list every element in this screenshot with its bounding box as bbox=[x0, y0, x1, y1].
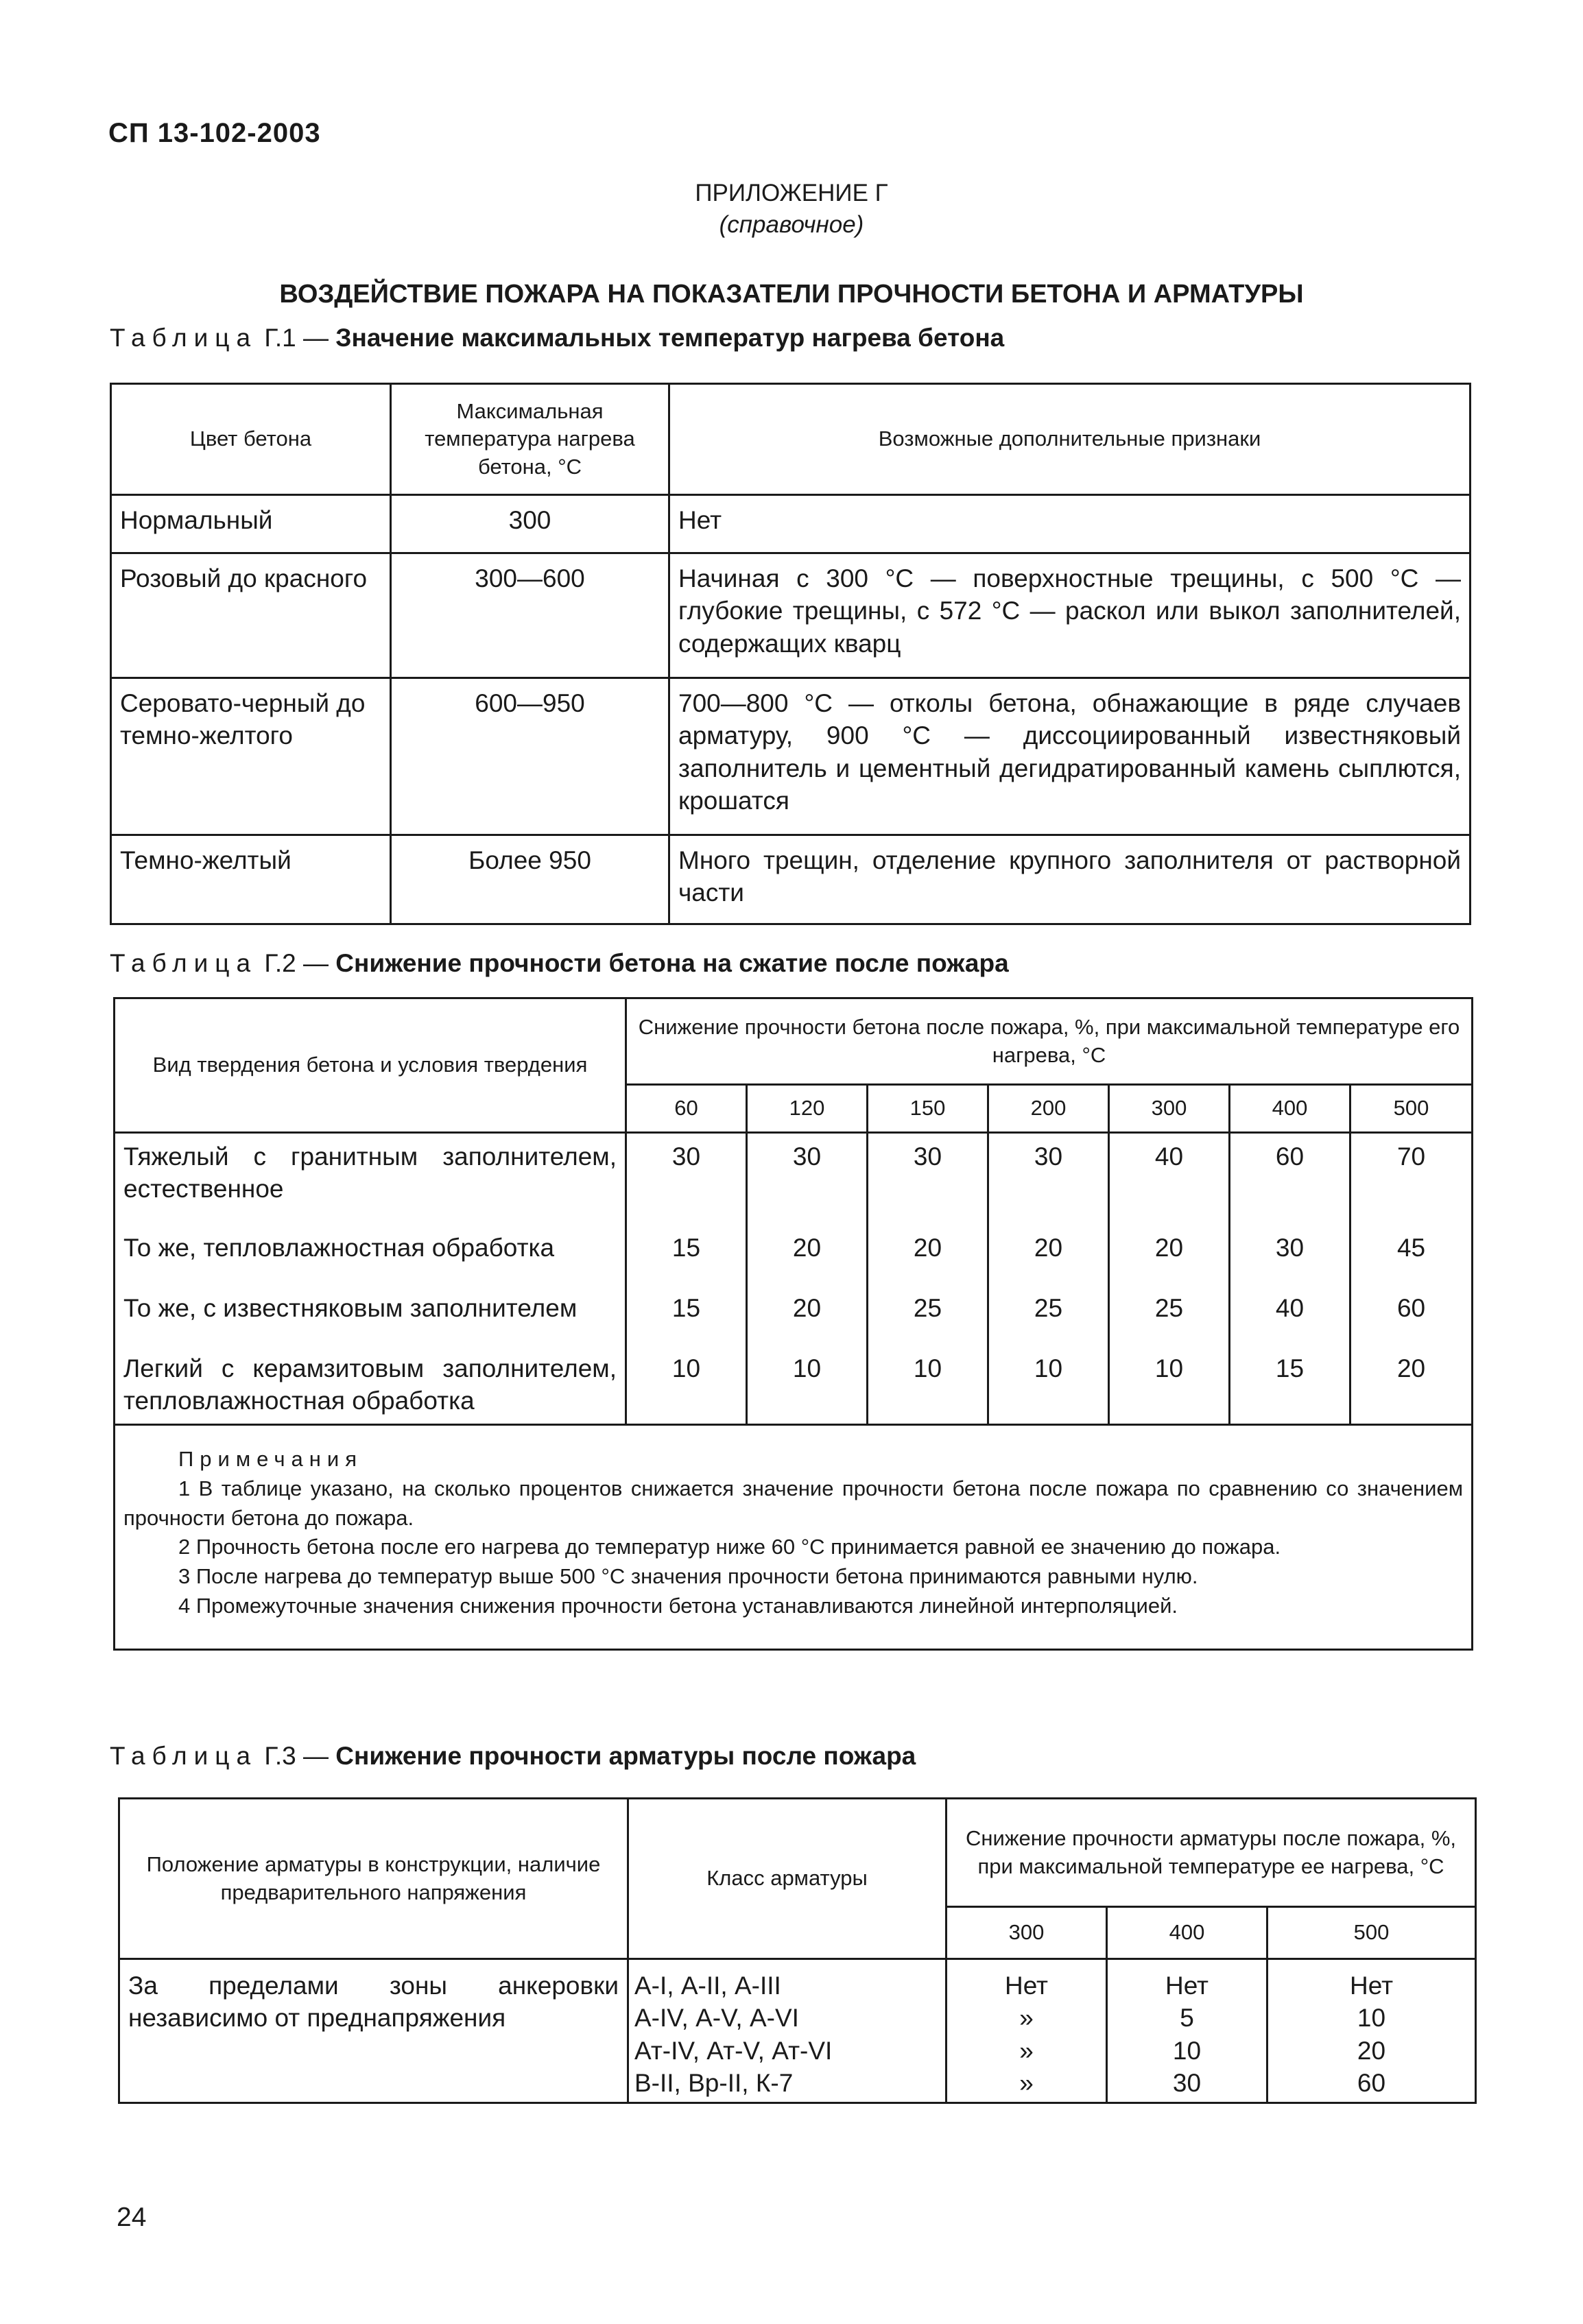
table-cell: 20 bbox=[868, 1225, 988, 1285]
table3-col400 bbox=[1107, 1959, 1267, 2103]
table-cell: 700—800 °С — отколы бетона, обнажающие в ряде случаев арматуру, 900 °С — диссоциированный известняковый заполнитель и цементный дегидратированный камень сыплются, крошатся bbox=[669, 678, 1471, 835]
table-cell: 600—950 bbox=[391, 678, 669, 835]
table3-col300 bbox=[947, 1959, 1107, 2103]
table-cell: 30 bbox=[1172, 2069, 1202, 2098]
table-cell: 20 bbox=[747, 1285, 868, 1345]
table-cell: 25 bbox=[988, 1285, 1109, 1345]
table-row bbox=[111, 678, 1471, 835]
table-cell: Много трещин, отделение крупного заполнителя от растворной части bbox=[669, 835, 1471, 924]
rebar-class: А-I, А-II, А-III bbox=[634, 1972, 781, 2000]
table2-temp-header: 500 bbox=[1350, 1085, 1473, 1133]
table2-temp-header: 120 bbox=[747, 1085, 868, 1133]
table-row bbox=[111, 495, 1471, 553]
table-cell: Розовый до красного bbox=[111, 553, 391, 678]
table-cell: 25 bbox=[1109, 1285, 1230, 1345]
table-cell: 30 bbox=[868, 1133, 988, 1225]
table2-header-hardening: Вид твердения бетона и условия твердения bbox=[115, 998, 626, 1133]
table2-caption-num: Г.2 — bbox=[264, 949, 329, 977]
appendix-title: ПРИЛОЖЕНИЕ Г bbox=[695, 180, 888, 206]
table-cell: 70 bbox=[1350, 1133, 1473, 1225]
table2-temp-header: 400 bbox=[1230, 1085, 1350, 1133]
table2 bbox=[113, 997, 1473, 1651]
table1-caption-num: Г.1 — bbox=[264, 324, 329, 352]
table-cell: Более 950 bbox=[391, 835, 669, 924]
table3-caption-prefix: Таблица bbox=[110, 1742, 258, 1770]
table-cell: Тяжелый с гранитным заполнителем, естественное bbox=[115, 1133, 626, 1225]
table-row bbox=[115, 1285, 1473, 1345]
table3-class-cell bbox=[628, 1959, 947, 2103]
table1-caption bbox=[110, 324, 1004, 352]
table-cell: Нет bbox=[1165, 1972, 1209, 2000]
note-item: 4 Промежуточные значения снижения прочности бетона устанавливаются линейной интерполяцией. bbox=[178, 1593, 1178, 1618]
table2-notes bbox=[115, 1425, 1473, 1650]
table1-header-color: Цвет бетона bbox=[111, 384, 391, 495]
table-cell: Нормальный bbox=[111, 495, 391, 553]
table-cell: 10 bbox=[1172, 2036, 1202, 2065]
note-item: 3 После нагрева до температур выше 500 °С значения прочности бетона принимаются равными нулю. bbox=[178, 1564, 1198, 1589]
notes-heading: Примечания bbox=[178, 1447, 363, 1471]
table3-header-position: Положение арматуры в конструкции, наличие предварительного напряжения bbox=[119, 1799, 628, 1959]
table1-header-max-temp: Максимальная температура нагрева бетона, °С bbox=[391, 384, 669, 495]
table-cell: » bbox=[1019, 2004, 1034, 2033]
section-title: ВОЗДЕЙСТВИЕ ПОЖАРА НА ПОКАЗАТЕЛИ ПРОЧНОСТИ БЕТОНА И АРМАТУРЫ bbox=[279, 280, 1304, 309]
table-cell: 10 bbox=[626, 1345, 747, 1425]
table-row bbox=[115, 1225, 1473, 1285]
table-cell: 20 bbox=[1350, 1345, 1473, 1425]
table3-position-cell: За пределами зоны анкеровки независимо от преднапряжения bbox=[119, 1959, 628, 2103]
table-cell: 30 bbox=[747, 1133, 868, 1225]
table-cell: 45 bbox=[1350, 1225, 1473, 1285]
table-cell: Темно-желтый bbox=[111, 835, 391, 924]
table2-temp-header: 150 bbox=[868, 1085, 988, 1133]
note-item: 1 В таблице указано, на сколько процентов снижается значение прочности бетона после пожара по сравнению со значением прочности бетона до пожара. bbox=[123, 1476, 1464, 1530]
table-row bbox=[119, 1959, 1476, 2103]
appendix-subtitle: (справочное) bbox=[719, 211, 864, 238]
table-cell: 10 bbox=[747, 1345, 868, 1425]
table3-temp-header: 500 bbox=[1267, 1907, 1476, 1959]
table-cell: Нет bbox=[669, 495, 1471, 553]
table-cell: 30 bbox=[1230, 1225, 1350, 1285]
table-row bbox=[115, 1345, 1473, 1425]
table-cell: 25 bbox=[868, 1285, 988, 1345]
table-row bbox=[111, 553, 1471, 678]
table3-caption-title: Снижение прочности арматуры после пожара bbox=[335, 1742, 916, 1770]
table-cell: 30 bbox=[626, 1133, 747, 1225]
table3-caption-num: Г.3 — bbox=[264, 1742, 329, 1770]
table-cell: 10 bbox=[1109, 1345, 1230, 1425]
table-cell: 40 bbox=[1109, 1133, 1230, 1225]
table1-header-signs: Возможные дополнительные признаки bbox=[669, 384, 1471, 495]
table-cell: То же, с известняковым заполнителем bbox=[115, 1285, 626, 1345]
table-cell: 60 bbox=[1350, 1285, 1473, 1345]
rebar-class: В-II, Вр-II, К-7 bbox=[634, 2069, 794, 2098]
table3-caption bbox=[110, 1742, 916, 1771]
table-cell: 40 bbox=[1230, 1285, 1350, 1345]
table-cell: Легкий с керамзитовым заполнителем, тепловлажностная обработка bbox=[115, 1345, 626, 1425]
table2-temp-header: 60 bbox=[626, 1085, 747, 1133]
table-cell: 300—600 bbox=[391, 553, 669, 678]
table-cell: 20 bbox=[747, 1225, 868, 1285]
table3-temp-header: 300 bbox=[947, 1907, 1107, 1959]
page-number: 24 bbox=[117, 2203, 147, 2232]
table-cell: 15 bbox=[626, 1225, 747, 1285]
table-cell: 15 bbox=[1230, 1345, 1350, 1425]
table2-header-group: Снижение прочности бетона после пожара, %, при максимальной температуре его нагрева, °С bbox=[626, 998, 1473, 1085]
rebar-class: Ат-IV, Ат-V, Ат-VI bbox=[634, 2036, 833, 2065]
table1-caption-prefix: Таблица bbox=[110, 324, 258, 352]
table3 bbox=[118, 1797, 1477, 2104]
table3-col500 bbox=[1267, 1959, 1476, 2103]
table-cell: Серовато-черный до темно-желтого bbox=[111, 678, 391, 835]
document-code: СП 13-102-2003 bbox=[108, 118, 321, 148]
table-cell: 20 bbox=[1357, 2036, 1386, 2065]
table3-header-class: Класс арматуры bbox=[628, 1799, 947, 1959]
table2-temp-header: 200 bbox=[988, 1085, 1109, 1133]
table1-caption-title: Значение максимальных температур нагрева бетона bbox=[335, 324, 1005, 352]
table-cell: 60 bbox=[1230, 1133, 1350, 1225]
table2-caption-prefix: Таблица bbox=[110, 949, 258, 977]
table-cell: Начиная с 300 °С — поверхностные трещины, с 500 °С — глубокие трещины, с 572 °С — раскол или выкол заполнителей, содержащих кварц bbox=[669, 553, 1471, 678]
table-cell: 10 bbox=[1357, 2004, 1386, 2033]
table-cell: 300 bbox=[391, 495, 669, 553]
table-cell: Нет bbox=[1350, 1972, 1394, 2000]
table-row bbox=[115, 1133, 1473, 1225]
table-cell: 60 bbox=[1357, 2069, 1386, 2098]
table-cell: » bbox=[1019, 2036, 1034, 2065]
table3-temp-header: 400 bbox=[1107, 1907, 1267, 1959]
table-cell: 30 bbox=[988, 1133, 1109, 1225]
table-cell: То же, тепловлажностная обработка bbox=[115, 1225, 626, 1285]
table2-temp-header: 300 bbox=[1109, 1085, 1230, 1133]
table-cell: 15 bbox=[626, 1285, 747, 1345]
rebar-class: А-IV, А-V, А-VI bbox=[634, 2004, 799, 2033]
table-cell: Нет bbox=[1004, 1972, 1048, 2000]
table-row bbox=[111, 835, 1471, 924]
table-cell: 10 bbox=[868, 1345, 988, 1425]
table-cell: 20 bbox=[1109, 1225, 1230, 1285]
table-cell: » bbox=[1019, 2069, 1034, 2098]
table-cell: 5 bbox=[1180, 2004, 1194, 2033]
table-cell: 10 bbox=[988, 1345, 1109, 1425]
table2-caption bbox=[110, 949, 1009, 978]
note-item: 2 Прочность бетона после его нагрева до температур ниже 60 °С принимается равной ее значению до пожара. bbox=[178, 1535, 1281, 1559]
table2-caption-title: Снижение прочности бетона на сжатие после пожара bbox=[335, 949, 1009, 977]
table-cell: 20 bbox=[988, 1225, 1109, 1285]
table3-header-group: Снижение прочности арматуры после пожара, %, при максимальной температуре ее нагрева, °С bbox=[947, 1799, 1476, 1907]
table1 bbox=[110, 383, 1471, 925]
